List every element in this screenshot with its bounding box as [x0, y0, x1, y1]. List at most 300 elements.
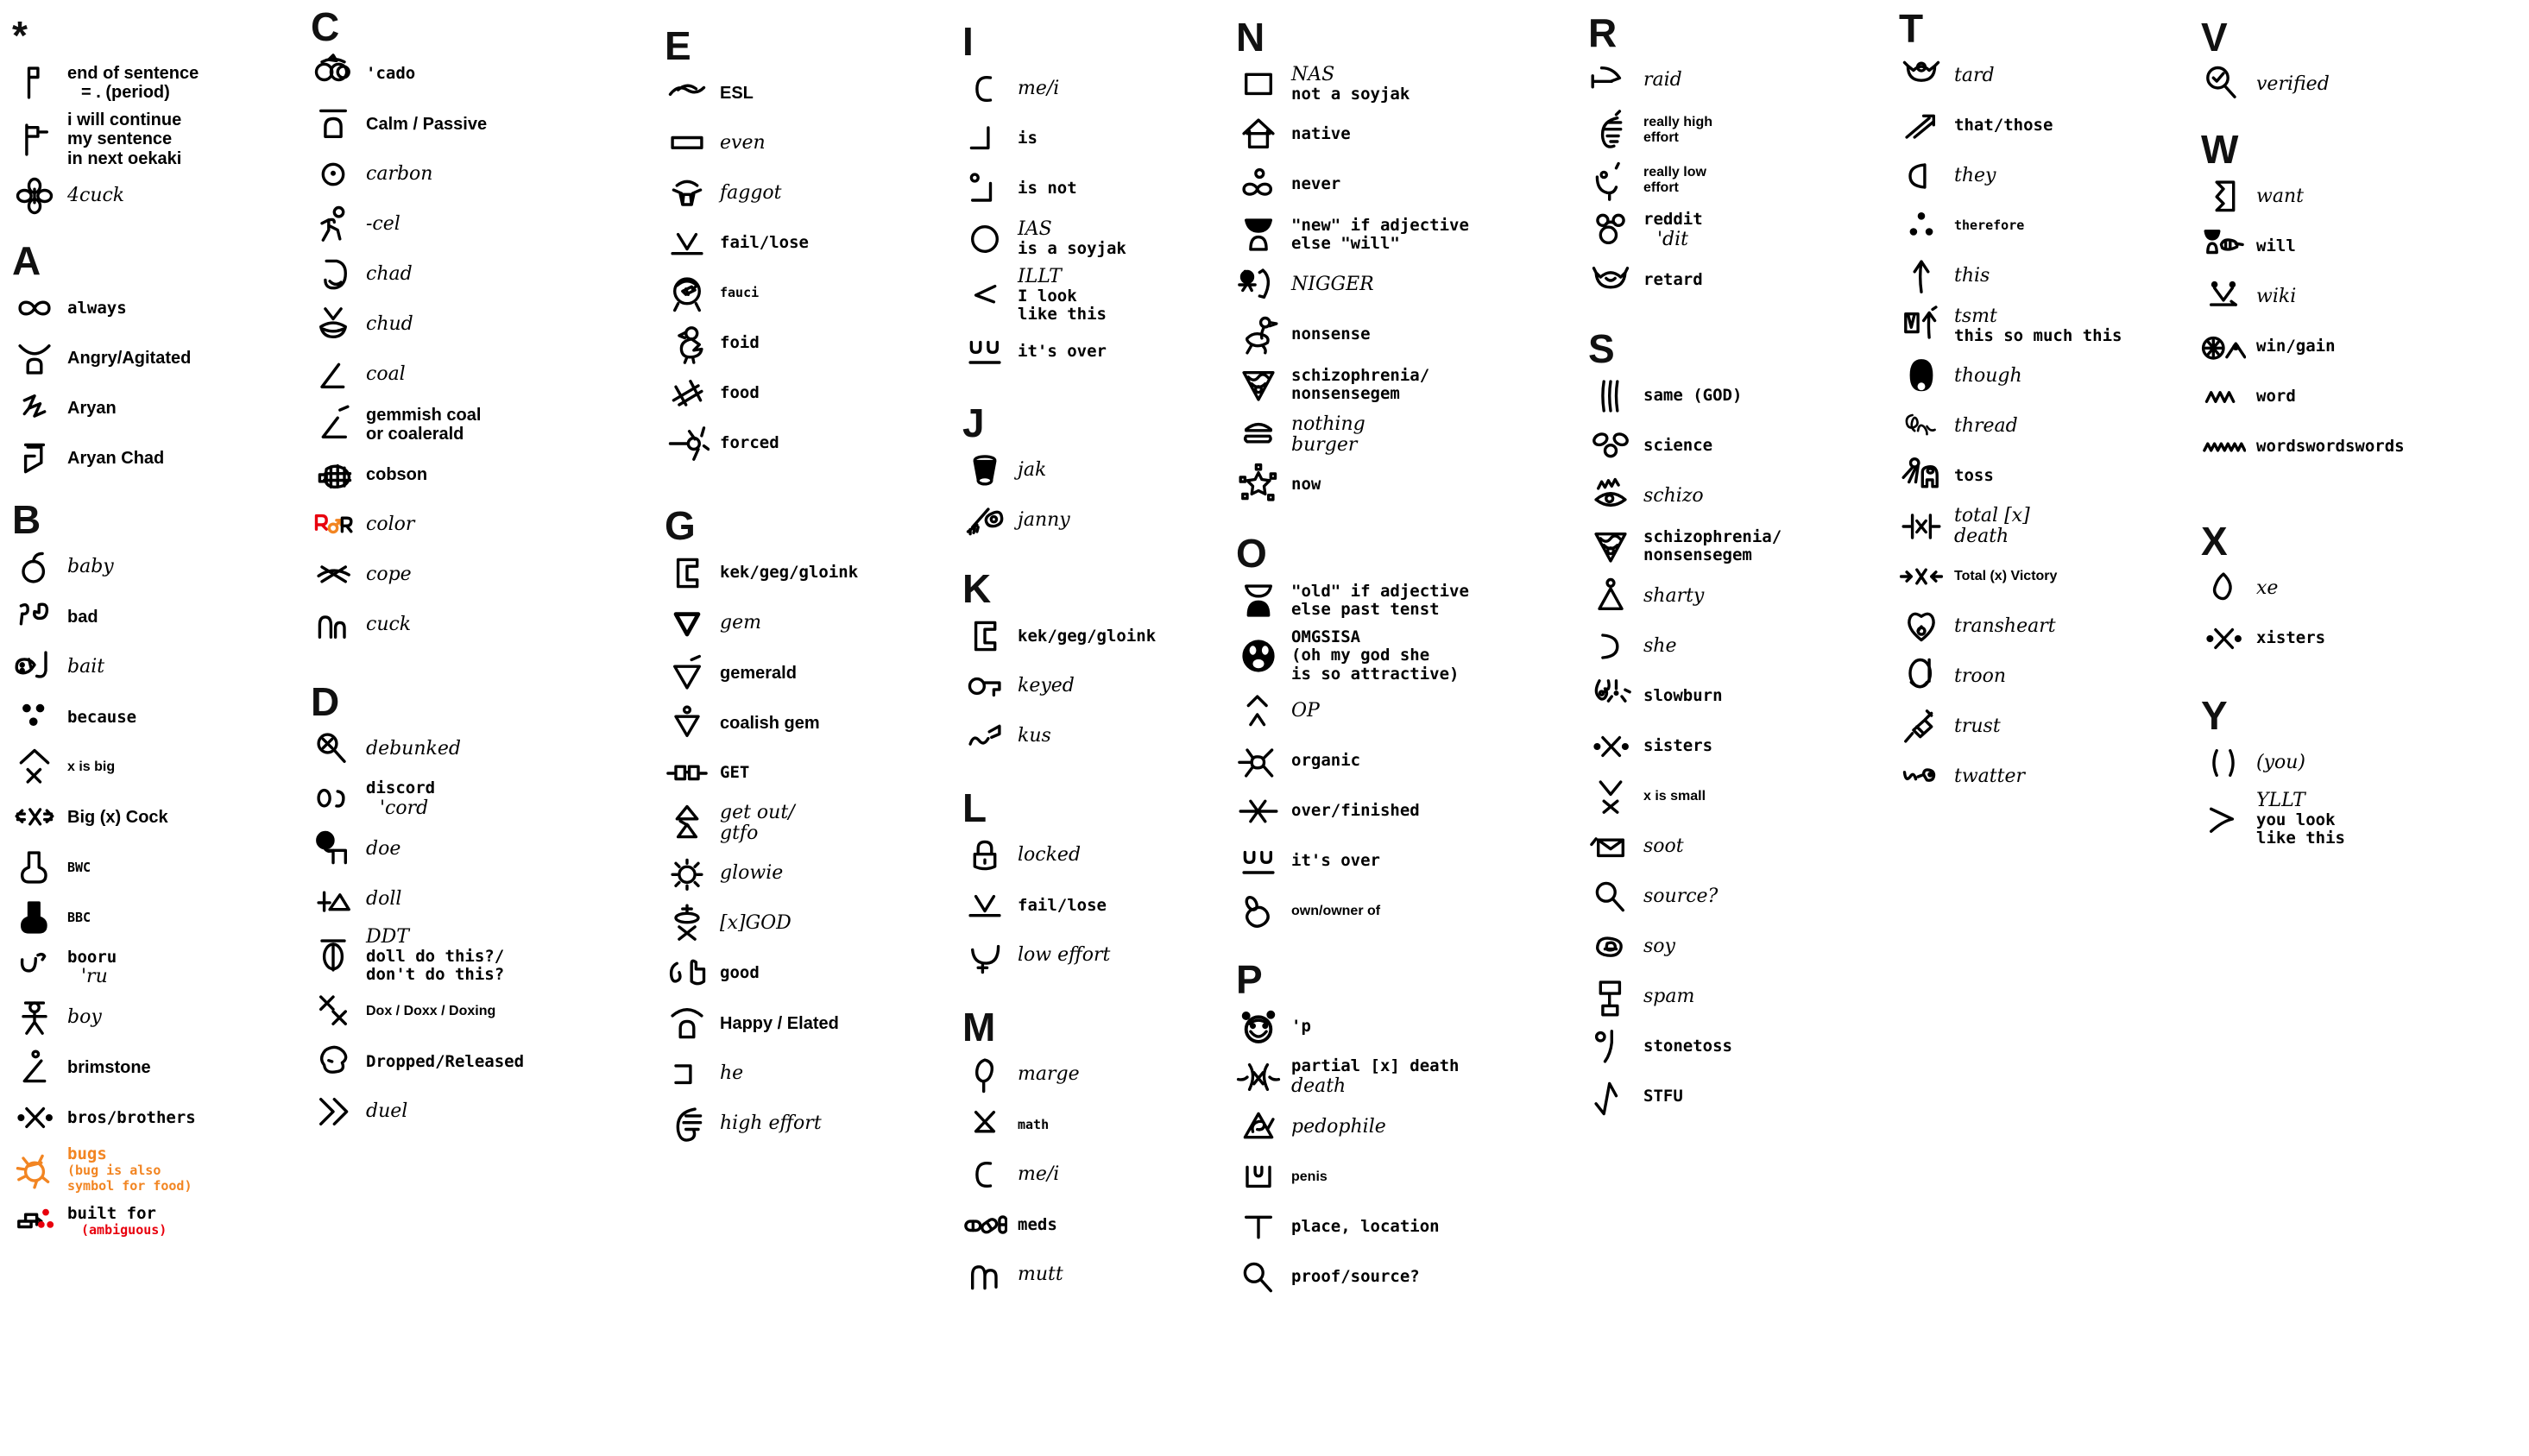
entry-label-line: glowie: [720, 862, 784, 885]
entry-label: [366, 839, 400, 860]
entry-label-line: trust: [1954, 715, 2001, 738]
entry-label: [366, 214, 400, 235]
kek-square-icon: [962, 614, 1007, 659]
entry-label-line: never: [1291, 174, 1341, 194]
entry-label: [67, 64, 199, 103]
section-x: [2201, 521, 2525, 661]
entry-label-line: ILLT: [1018, 266, 1062, 287]
glossary-entry: [12, 1145, 297, 1194]
section-w: [2201, 129, 2525, 470]
glossary-entry: [665, 421, 1001, 466]
entry-label: [2256, 237, 2296, 255]
entry-label-line: (ambiguous): [81, 1221, 167, 1238]
glossary-entry: [665, 271, 1001, 316]
entry-label-line: cuck: [366, 614, 412, 636]
entry-label: [67, 1145, 192, 1194]
pedophile-triangle-icon: [1236, 1105, 1281, 1150]
section-letter: G: [665, 503, 696, 548]
gemerald-triangle-icon: [665, 651, 710, 696]
entry-label: [67, 808, 168, 827]
glossary-entry: [1899, 654, 2214, 699]
entry-label: [2256, 629, 2325, 647]
section-r: [1588, 10, 1890, 303]
section-letter: W: [2201, 127, 2239, 172]
entry-label: [720, 664, 797, 683]
entry-label-line: NAS: [1291, 64, 1335, 86]
section-v: [2201, 17, 2525, 107]
section-letter: P: [1236, 956, 1263, 1002]
glossary-entry: [665, 901, 1001, 946]
entry-label-line: fail/lose: [720, 233, 809, 253]
chud-tv-icon: [311, 302, 356, 347]
entry-label: [720, 913, 791, 934]
entry-label-line: it's over: [1291, 851, 1380, 871]
entry-label-line: OP: [1291, 699, 1320, 722]
glossary-entry: [962, 1252, 1230, 1297]
entry-label-line: NIGGER: [1291, 274, 1374, 296]
entry-label: [67, 608, 98, 627]
over-strike-icon: [1236, 789, 1281, 834]
glossary-entry: [665, 1001, 1001, 1046]
entry-label-line: transheart: [1954, 615, 2056, 638]
entry-label-line: 'cord: [380, 797, 429, 819]
entry-label-line: gemmish coal: [366, 405, 482, 425]
entry-label-line: bait: [67, 656, 105, 678]
entry-label-line: coalish gem: [720, 713, 820, 733]
glossary-entry: [1588, 1075, 1890, 1119]
though-oval-icon: [1899, 354, 1944, 399]
entry-label: [2256, 753, 2305, 773]
trust-syringe-icon: [1899, 704, 1944, 749]
glossary-entry: [12, 945, 297, 990]
slowburn-flame-icon: [1588, 674, 1633, 719]
entry-label: [720, 133, 766, 154]
glossary-entry: [12, 60, 297, 105]
entry-label: [720, 803, 795, 844]
bricks-and-dots-icon: [12, 1199, 57, 1244]
is-corner-icon: [962, 117, 1007, 161]
glossary-entry: [311, 777, 656, 822]
glossary-entry: [12, 895, 297, 940]
entry-label: [366, 615, 411, 635]
x-with-dots-icon: [1588, 724, 1633, 769]
entry-label-line: raid: [1643, 69, 1682, 91]
entry-label: [67, 949, 117, 987]
because-dots-icon: [12, 695, 57, 740]
glossary-entry: [665, 751, 1001, 796]
section-letter: D: [311, 679, 340, 724]
entry-label-line: schizophrenia/: [1643, 526, 1782, 546]
entry-label-line: Happy / Elated: [720, 1013, 839, 1033]
entry-label: [2256, 438, 2405, 456]
entry-label: [720, 84, 754, 103]
glossary-entry: [1588, 924, 1890, 969]
entry-label-line: xe: [2256, 577, 2279, 600]
entry-label: [1954, 117, 2053, 135]
entry-label-line: really high: [1643, 114, 1713, 129]
glossary-entry: [311, 552, 656, 597]
glossary-entry: [1588, 58, 1890, 103]
old-hourglass-icon: [1236, 578, 1281, 623]
entry-label-line: 'dit: [1657, 228, 1689, 250]
organic-node-icon: [1236, 739, 1281, 784]
section-letter: C: [311, 4, 340, 49]
entry-label: [1018, 726, 1051, 747]
entry-label-line: death: [1291, 1075, 1346, 1097]
column-4: [962, 19, 1230, 1302]
entry-label-line: schizo: [1643, 485, 1704, 507]
foid-bird-icon: [665, 321, 710, 366]
entry-label: [366, 65, 415, 83]
entry-label-line: reddit: [1643, 210, 1703, 230]
entry-label: [1643, 737, 1712, 755]
continue-flag-icon: [12, 117, 57, 162]
entry-label: [67, 110, 181, 168]
this-arrow-icon: [1899, 254, 1944, 299]
will-hand-icon: [2201, 224, 2246, 269]
entry-label: [67, 1058, 151, 1077]
entry-label: [720, 234, 809, 252]
omgsisa-face-icon: [1236, 633, 1281, 678]
entry-label: [1291, 583, 1469, 620]
entry-label-line: x is big: [67, 759, 116, 774]
glossary-entry: [962, 167, 1230, 211]
glossary-entry: [962, 614, 1230, 659]
cock-outline-icon: [12, 845, 57, 890]
entry-label-line: keyed: [1018, 675, 1075, 697]
entry-label-line: forced: [720, 433, 779, 453]
entry-label: [720, 764, 749, 782]
entry-label-line: over/finished: [1291, 801, 1420, 821]
glossary-entry: [311, 202, 656, 247]
ias-circle-icon: [962, 217, 1007, 262]
entry-label-line: baby: [67, 556, 114, 578]
fail-check-icon: [665, 221, 710, 266]
yllt-angle-icon: [2201, 797, 2246, 841]
entry-label-line: sharty: [1643, 585, 1705, 608]
section-letter: *: [12, 13, 28, 58]
entry-label: [1643, 1087, 1683, 1106]
mutt-arches-icon: [962, 1252, 1007, 1297]
nonsense-goose-icon: [1236, 312, 1281, 357]
entry-label: [1954, 506, 2030, 547]
glossary-entry: [1236, 739, 1620, 784]
entry-label-line: chud: [366, 313, 413, 336]
entry-label: [720, 384, 760, 402]
reddit-ears-icon: [1588, 208, 1633, 253]
entry-label-line: DDT: [366, 926, 409, 948]
glossary-entry: [665, 601, 1001, 646]
glossary-entry: [1236, 689, 1620, 734]
section-o: [1236, 533, 1620, 934]
entry-label-line: Aryan Chad: [67, 448, 165, 468]
entry-label-line: kek/geg/gloink: [1018, 626, 1157, 646]
section-p: [1236, 956, 1620, 1300]
section-letter: J: [962, 400, 985, 446]
entry-label-line: is not: [1018, 179, 1077, 199]
entry-label: [1643, 636, 1676, 657]
section-letter: X: [2201, 519, 2228, 564]
column-8: [2201, 17, 2525, 853]
section-g: [665, 503, 1001, 1146]
glossary-entry: [12, 595, 297, 640]
entry-label: [1291, 1117, 1386, 1138]
entry-label-line: duel: [366, 1100, 408, 1123]
entry-label: [1643, 1037, 1732, 1056]
entry-label-line: science: [1643, 436, 1713, 456]
good-thumb-icon: [665, 951, 710, 996]
entry-label-line: xisters: [2256, 628, 2326, 648]
brimstone-angle-icon: [12, 1045, 57, 1090]
glossary-entry: [1236, 1255, 1620, 1300]
section-letter: V: [2201, 15, 2228, 60]
entry-label: [1643, 115, 1712, 147]
entry-label-line: (bug is also: [67, 1163, 161, 1179]
entry-label-line: gemerald: [720, 663, 797, 683]
entry-label-line: doe: [366, 838, 401, 860]
entry-label-line: bugs: [67, 1144, 107, 1164]
section-l: [962, 785, 1230, 978]
entry-label: [1018, 1118, 1049, 1132]
entry-label-line: word: [2256, 387, 2296, 407]
column-3: [665, 23, 1001, 1151]
glossary-entry: [311, 927, 656, 984]
entry-label: [1018, 180, 1077, 198]
entry-label-line: else past tenst: [1291, 600, 1440, 619]
glossary-entry: [1236, 1205, 1620, 1250]
entry-label-line: same (GOD): [1643, 386, 1743, 406]
glossary-entry: [665, 121, 1001, 166]
glossary-entry: [962, 883, 1230, 928]
entry-label-line: place, location: [1291, 1217, 1440, 1237]
section-n: [1236, 17, 1620, 507]
entry-label-line: nonsensegem: [1643, 545, 1752, 564]
column-5: [1236, 17, 1620, 1305]
entry-label-line: he: [720, 1062, 744, 1085]
glossary-entry: [962, 833, 1230, 878]
glossary-entry: [962, 329, 1230, 374]
entry-label: [1291, 175, 1340, 193]
cuck-arches-icon: [311, 602, 356, 647]
glossary-entry: [12, 110, 297, 168]
glossary-entry: [665, 1051, 1001, 1096]
entry-label-line: I look: [1018, 286, 1077, 306]
glossary-entry: [665, 321, 1001, 366]
entry-label: [1291, 701, 1320, 722]
section-i: [962, 19, 1230, 374]
glossary-entry: [665, 221, 1001, 266]
entry-label: [2256, 388, 2296, 406]
glossary-entry: [2201, 375, 2525, 419]
entry-label-line: doll: [366, 888, 402, 911]
toss-figure-icon: [1899, 454, 1944, 499]
entry-label-line: burger: [1291, 434, 1358, 456]
entry-label-line: OMGSISA: [1291, 627, 1361, 646]
raid-flag-icon: [1588, 58, 1633, 103]
entry-label: [1954, 666, 2006, 687]
x-with-dots-icon: [12, 1095, 57, 1140]
entry-label: [67, 449, 164, 468]
glossary-entry: [12, 436, 297, 481]
entry-label-line: IAS: [1018, 218, 1052, 241]
entry-label-line: in next oekaki: [67, 148, 182, 168]
glossary-entry: [311, 102, 656, 147]
same-lines-icon: [1588, 374, 1633, 419]
section-misc: [12, 13, 297, 218]
entry-label-line: nonsense: [1291, 325, 1371, 344]
section-s: [1588, 326, 1890, 1119]
period-flag-icon: [12, 60, 57, 105]
glossary-entry: [1236, 312, 1620, 357]
glossary-entry: [311, 52, 656, 97]
entry-label: [67, 186, 124, 206]
entry-label: [720, 1063, 743, 1084]
column-2: [311, 4, 656, 1139]
entry-label-line: 'ru: [81, 965, 108, 987]
me-bracket-icon: [962, 66, 1007, 111]
section-t: [1899, 6, 2214, 799]
verified-magnifier-icon: [2201, 62, 2246, 107]
glossary-entry: [962, 1202, 1230, 1247]
wiki-check-icon: [2201, 274, 2246, 319]
sharty-triangle-icon: [1588, 574, 1633, 619]
glossary-entry: [311, 1089, 656, 1134]
glossary-entry: [665, 71, 1001, 116]
discord-blobs-icon: [311, 777, 356, 822]
cel-figure-icon: [311, 202, 356, 247]
he-bracket-icon: [665, 1051, 710, 1096]
cope-x-curve-icon: [311, 552, 356, 597]
nigger-bracket-icon: [1236, 262, 1281, 307]
entry-label-line: meds: [1018, 1214, 1057, 1234]
glossary-entry: [1236, 889, 1620, 934]
entry-label: [720, 863, 783, 884]
glossary-entry: [665, 371, 1001, 416]
entry-label-line: tard: [1954, 65, 1995, 87]
entry-label-line: really low: [1643, 164, 1706, 180]
entry-label: [1954, 266, 1990, 287]
glossary-entry: [1588, 524, 1890, 569]
color-symbols-icon: [311, 502, 356, 547]
section-j: [962, 400, 1230, 543]
glossary-entry: [1588, 624, 1890, 669]
doll-triangle-icon: [311, 877, 356, 922]
retard-bowl-icon: [1588, 258, 1633, 303]
entry-label: [1018, 343, 1107, 361]
swastika-icon: [12, 386, 57, 431]
entry-label: [1643, 986, 1694, 1007]
entry-label: [1643, 211, 1703, 249]
entry-label: [1291, 1169, 1328, 1185]
entry-label: [720, 1113, 822, 1134]
fish-and-hook-icon: [12, 645, 57, 690]
entry-label: [720, 613, 761, 633]
v-over-x-icon: [1588, 774, 1633, 819]
owner-hand-icon: [1236, 889, 1281, 934]
entry-label: [1643, 687, 1723, 705]
entry-label: [2256, 578, 2278, 599]
glossary-entry: [1236, 578, 1620, 623]
entry-label: [1018, 1216, 1057, 1234]
nas-square-icon: [1236, 62, 1281, 107]
entry-label-line: doll do this?/: [366, 946, 505, 966]
entry-label: [366, 115, 487, 134]
entry-label: [67, 1007, 102, 1028]
glossary-entry: [12, 745, 297, 790]
faggot-bundle-icon: [665, 171, 710, 216]
entry-label: [1291, 125, 1351, 143]
entry-label-line: tsmt: [1954, 306, 1997, 328]
section-letter: K: [962, 566, 992, 612]
x-with-dots-icon: [2201, 616, 2246, 661]
glossary-entry: [311, 402, 656, 447]
column-6: [1588, 10, 1890, 1125]
entry-label: [366, 314, 413, 335]
locked-padlock-icon: [962, 833, 1007, 878]
glossary-entry: [1588, 474, 1890, 519]
entry-label-line: kus: [1018, 725, 1051, 747]
entry-label-line: soot: [1643, 835, 1684, 858]
entry-label: [1954, 66, 1995, 86]
really-low-effort-curve-icon: [1588, 158, 1633, 203]
glossary-entry: [1588, 1024, 1890, 1069]
carbon-circle-icon: [311, 152, 356, 197]
entry-label: [1954, 306, 2122, 345]
entry-label-line: you look: [2256, 810, 2336, 829]
entry-label: [1954, 616, 2056, 637]
entry-label: [67, 860, 91, 875]
entry-label-line: because: [67, 707, 137, 727]
glossary-entry: [665, 171, 1001, 216]
entry-label: [1291, 752, 1360, 770]
entry-label-line: fauci: [720, 285, 760, 301]
entry-label-line: troon: [1954, 665, 2007, 688]
section-letter: E: [665, 23, 691, 68]
section-letter: Y: [2201, 693, 2228, 738]
magnifier-icon: [1588, 874, 1633, 919]
entry-label-line: organic: [1291, 751, 1361, 771]
word-zigzag-icon: [2201, 375, 2246, 419]
glossary-entry: [1588, 258, 1890, 303]
entry-label-line: = . (period): [81, 83, 170, 102]
entry-label: [67, 1205, 167, 1239]
entry-label: [1643, 836, 1684, 857]
glossary-entry: [665, 851, 1001, 896]
calm-dome-icon: [311, 102, 356, 147]
fauci-face-icon: [665, 271, 710, 316]
entry-label-line: YLLT: [2256, 790, 2305, 811]
entry-label: [2256, 791, 2345, 848]
entry-label-line: get out/: [720, 802, 795, 824]
glossary-entry: [962, 1052, 1230, 1097]
entry-label: [1643, 165, 1706, 197]
really-high-effort-curve-icon: [1588, 108, 1633, 153]
glossary-entry: [2201, 566, 2525, 611]
stick-boy-icon: [12, 995, 57, 1040]
entry-label-line: nothing: [1291, 413, 1365, 436]
entry-label-line: they: [1954, 165, 1996, 187]
entry-label: [366, 514, 414, 535]
native-house-icon: [1236, 112, 1281, 157]
entry-label-line: penis: [1291, 1169, 1328, 1184]
entry-label: [720, 286, 759, 300]
entry-label: [1954, 166, 1996, 186]
entry-label: [1291, 628, 1459, 684]
entry-label-line: debunked: [366, 738, 461, 760]
entry-label: [366, 364, 406, 385]
entry-label-line: faggot: [720, 182, 782, 205]
now-star-icon: [1236, 463, 1281, 507]
